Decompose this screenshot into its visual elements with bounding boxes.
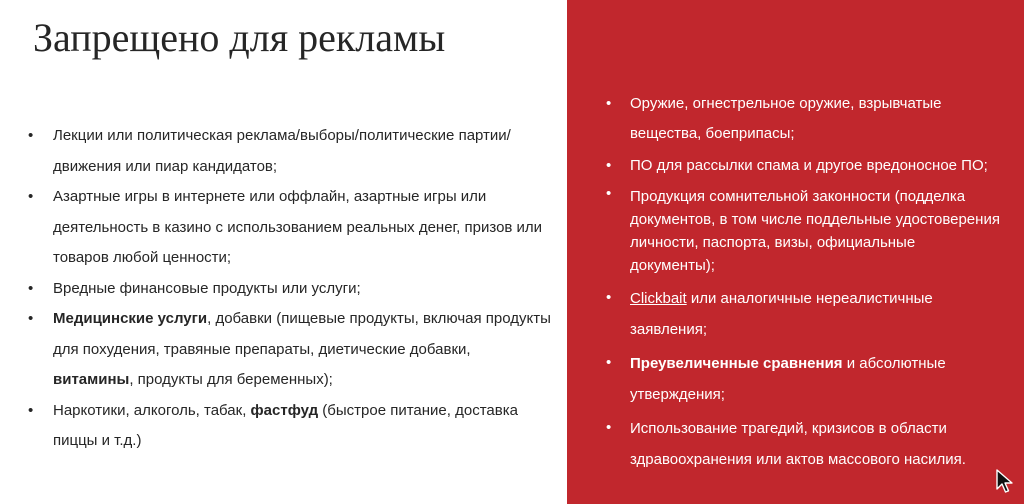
left-list-item [53, 396, 553, 457]
list-item-text: , добавки (пищевые продукты, включая продукты для похудения, травяные препараты, диетические добавки, [53, 310, 551, 358]
list-item-text: Лекции или политическая реклама/выборы/политические партии/движения или пиар кандидатов; [53, 127, 511, 175]
right-bullet-list [630, 89, 1000, 475]
list-item-bold-text: Медицинские услуги [53, 310, 208, 327]
list-item-text: Оружие, огнестрельное оружие, взрывчатые вещества, боеприпасы; [630, 95, 942, 142]
mouse-pointer-icon [995, 468, 1015, 494]
list-item-text: Использование трагедий, кризисов в области здравоохранения или актов массового насилия. [630, 420, 966, 468]
list-item-text: Азартные игры в интернете или оффлайн, азартные игры или деятельность в казино с использованием реальных денег, призов или товаров любой ценности; [53, 188, 543, 266]
list-item-bold-text: витамины [53, 371, 130, 388]
right-list-item [630, 413, 1000, 475]
list-item-bold-text: Преувеличенные сравнения [630, 355, 843, 372]
left-bullet-list [53, 121, 553, 457]
right-list-item [630, 348, 1000, 410]
left-list-item [53, 274, 553, 305]
left-list-item [53, 182, 553, 274]
right-list-item [630, 151, 1000, 181]
list-item-underlined-text: Clickbait [630, 290, 687, 307]
list-item-text: (быстрое питание, доставка пиццы и т.д.) [53, 401, 518, 449]
list-item-text: , продукты для беременных); [129, 371, 333, 388]
right-list-item [630, 283, 1000, 345]
list-item-text: и абсолютные утверждения; [630, 355, 946, 403]
list-item-bold-text: фастфуд [250, 401, 319, 419]
slide-title: Запрещено для рекламы [33, 15, 446, 60]
left-list-item [53, 304, 553, 396]
list-item-text: ПО для рассылки спама и другое вредоносное ПО; [630, 157, 988, 174]
list-item-text: Вредные финансовые продукты или услуги; [53, 279, 361, 297]
right-list-item [630, 89, 1000, 149]
right-list-item [630, 182, 1000, 277]
left-list-item [53, 121, 553, 182]
list-item-text: Наркотики, алкоголь, табак, [53, 401, 251, 419]
list-item-text: Продукция сомнительной законности (подделка документов, в том числе поддельные удостоверения личности, паспорта, визы, официальные документы); [630, 188, 1000, 274]
list-item-text: или аналогичные нереалистичные заявления; [630, 290, 933, 338]
